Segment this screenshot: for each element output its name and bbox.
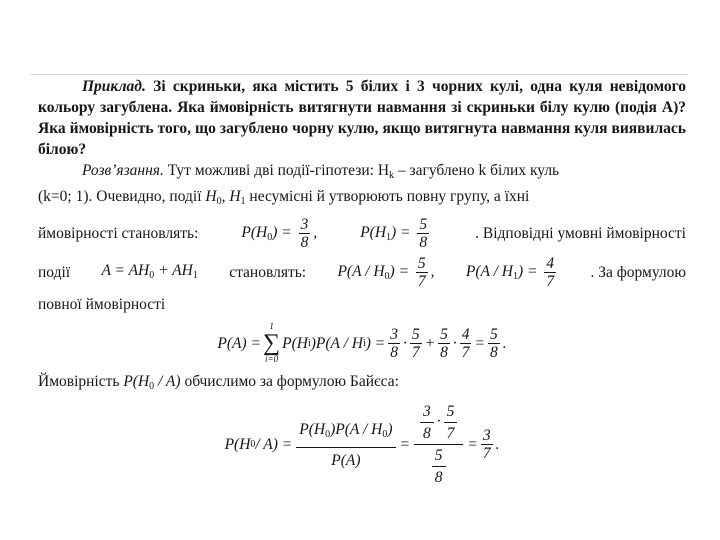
prob-h0: $P(H_0)$ = $\frac{3}{8}$ , [241, 216, 318, 251]
fraction-5-7: $\frac{5}{7}$ [417, 255, 426, 290]
fraction: $\frac{5}{8}$ [440, 325, 448, 361]
fraction: $\frac{4}{7}$ [461, 325, 470, 361]
solution-label: Розв’язання. [82, 162, 164, 179]
sum-operator: 1 ∑ i=0 [263, 321, 281, 364]
fraction: $\frac{5}{7}$ [411, 325, 420, 361]
cond-prob-h1: $P(A / H_1)$ = $\frac{4}{7}$ [465, 255, 555, 290]
document-body [38, 76, 686, 492]
cond-prob-h0: $P(A / H_0)$ = $\frac{5}{7}$ , [337, 255, 435, 290]
fraction-4-7: $\frac{4}{7}$ [546, 255, 555, 290]
event-expression: $A = AH_0 + AH_1$ [101, 261, 198, 281]
fraction-5-8: $\frac{5}{8}$ [419, 216, 428, 251]
solution-line-2: (k=0; 1). Очевидно, події $H_0$, $H_1$ несумісні й утворюють повну групу, а їхні [38, 188, 530, 207]
solution-line-3: ймовірності становлять: $P(H_0)$ = $\frac{3}{8}$ , $P(H_1)$ = $\frac{5}{8}$ . Відповідні умовні ймовірності [38, 216, 686, 251]
bayes-result-fraction: $\frac{3}{7}$ [482, 427, 491, 462]
fraction-3-8: $\frac{3}{8}$ [300, 216, 309, 251]
problem-paragraph [38, 76, 686, 160]
fraction: $\frac{3}{8}$ [390, 325, 398, 361]
prob-h1: $P(H_1)$ = $\frac{5}{8}$ [360, 216, 428, 251]
problem-text: Зі скриньки, яка містить 5 білих і 3 чорних кулі, одна куля невідомого кольору загублена. Яка ймовірність витягнути навмання зі скриньки білу кулю (подія A)? Яка ймовірність того, що загублено чорну кулю, якщо витягнута навмання куля виявилась білою? [38, 78, 686, 158]
solution-line-5: повної ймовірності [38, 296, 166, 313]
problem-label: Приклад. [82, 78, 146, 95]
solution-line-4: події $A = AH_0 + AH_1$ становлять: $P(A / H_0)$ = $\frac{5}{7}$ , $P(A / H_1)$ = $\frac{4}{7}$ . За формулою [38, 255, 686, 290]
bayes-intro: Ймовірність $P(H_0 / A)$ обчислимо за формулою Байєса: [38, 373, 399, 392]
bayes-main-fraction: $\frac{P(H_0)P(A / H_0)}{P(A)}$ [296, 419, 395, 471]
total-probability-formula: P(A) = 1 ∑ i=0 P(H i )P(A / H i ) = $\frac{3}{8}$ · $\frac{5}{7}$ + $\frac{5}{8}$ · $\frac{4}{7}$ = $\frac{5}{8}$ . [217, 321, 507, 364]
bayes-formula: P(H 0 / A) = $\frac{P(H_0)P(A / H_0)}{P(A)}$ = $\frac{3}{8}$ · $\frac{5}{7}$ $\frac{5}{8}$ = $\frac{3}{7}$ . [224, 403, 500, 486]
solution-line-1: Розв’язання. Тут можливі дві події-гіпотези: $H_k$ – загублено k білих куль [82, 162, 560, 181]
bayes-compound-fraction: $\frac{3}{8}$ · $\frac{5}{7}$ $\frac{5}{8}$ [414, 403, 463, 486]
top-divider [30, 74, 688, 75]
fraction: $\frac{5}{8}$ [489, 325, 498, 361]
